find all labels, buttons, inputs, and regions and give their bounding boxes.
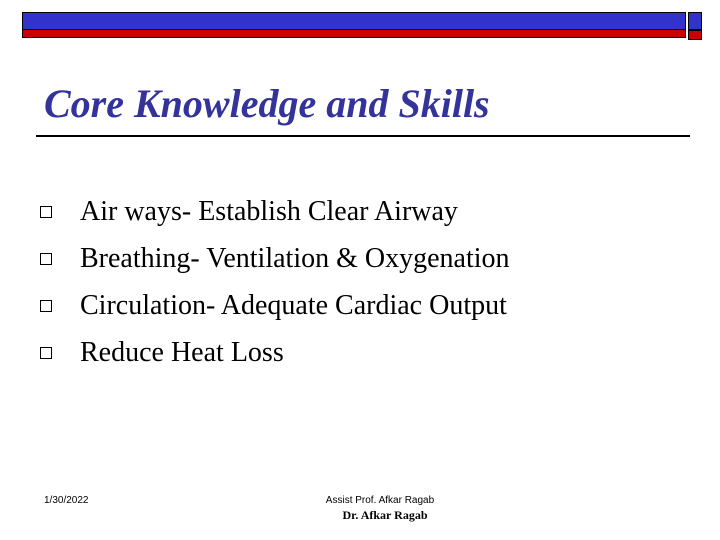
top-blue-bar (22, 12, 686, 30)
footer-date: 1/30/2022 (44, 495, 89, 506)
title-divider (36, 135, 690, 137)
bullet-text: Reduce Heat Loss (80, 336, 284, 368)
square-bullet-icon (40, 347, 52, 359)
top-red-bar (22, 30, 686, 38)
bullet-item (40, 235, 510, 282)
square-bullet-icon (40, 253, 52, 265)
footer-presenter: Assist Prof. Afkar Ragab (325, 495, 435, 506)
bullet-text: Circulation- Adequate Cardiac Output (80, 289, 507, 321)
bullet-list (40, 188, 510, 376)
square-bullet-icon (40, 300, 52, 312)
bullet-item (40, 329, 510, 376)
bullet-item (40, 188, 510, 235)
corner-blue-square (688, 12, 702, 30)
corner-red-square (688, 30, 702, 40)
bullet-text: Breathing- Ventilation & Oxygenation (80, 242, 510, 274)
square-bullet-icon (40, 206, 52, 218)
bullet-text: Air ways- Establish Clear Airway (80, 195, 458, 227)
footer-author: Dr. Afkar Ragab (342, 508, 428, 522)
bullet-item (40, 282, 510, 329)
slide-title: Core Knowledge and Skills (44, 81, 490, 126)
